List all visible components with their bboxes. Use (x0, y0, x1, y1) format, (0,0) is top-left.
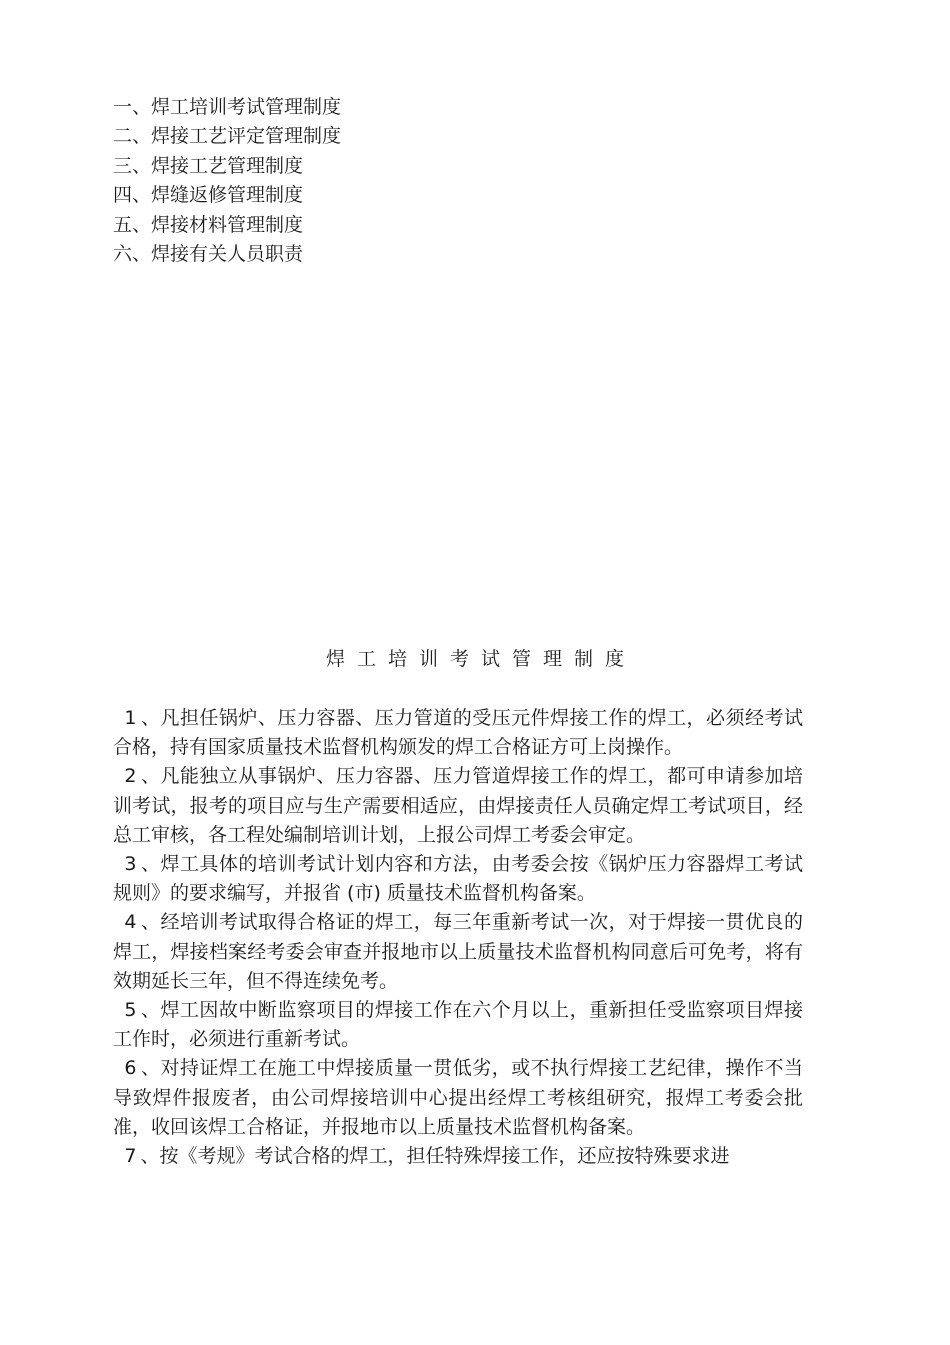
paragraph-text: 、凡能独立从事锅炉、压力容器、压力管道焊接工作的焊工，都可申请参加培训考试，报考的项目应与生产需要相适应，由焊接责任人员确定焊工考试项目，经总工审核，各工程处编制培训计划，上报公司焊工考委会审定。 (113, 765, 803, 846)
paragraph-text: 、焊工具体的培训考试计划内容和方法，由考委会按《锅炉压力容器焊工考试规则》的要求编写，并报省 (市) 质量技术监督机构备案。 (113, 853, 803, 905)
paragraph-number: 2 (124, 765, 137, 788)
paragraph (113, 1142, 803, 1171)
paragraph (113, 762, 803, 850)
toc-item: 四、焊缝返修管理制度 (113, 184, 304, 207)
paragraph-number: 3 (124, 853, 137, 876)
toc-item: 六、焊接有关人员职责 (113, 243, 304, 266)
paragraph (113, 850, 803, 908)
section-body (113, 704, 803, 1171)
paragraph-text: 、焊工因故中断监察项目的焊接工作在六个月以上，重新担任受监察项目焊接工作时，必须进行重新考试。 (113, 999, 803, 1051)
paragraph-number: 7 (124, 1145, 137, 1168)
toc-item: 二、焊接工艺评定管理制度 (113, 125, 342, 148)
toc-item: 五、焊接材料管理制度 (113, 213, 304, 236)
paragraph (113, 1054, 803, 1142)
paragraph (113, 996, 803, 1054)
paragraph (113, 908, 803, 996)
paragraph-number: 5 (124, 999, 137, 1022)
paragraph-text: 、经培训考试取得合格证的焊工，每三年重新考试一次，对于焊接一贯优良的焊工，焊接档案经考委会审查并报地市以上质量技术监督机构同意后可免考，将有效期延长三年，但不得连续免考。 (113, 911, 803, 992)
section-title: 焊工培训考试管理制度 (325, 648, 636, 670)
toc-item: 一、焊工培训考试管理制度 (113, 96, 342, 118)
paragraph-text: 、凡担任锅炉、压力容器、压力管道的受压元件焊接工作的焊工，必须经考试合格，持有国家质量技术监督机构颁发的焊工合格证方可上岗操作。 (113, 707, 803, 759)
table-of-contents (113, 93, 341, 269)
paragraph-text: 、对持证焊工在施工中焊接质量一贯低劣，或不执行焊接工艺纪律，操作不当导致焊件报废者，由公司焊接培训中心提出经焊工考核组研究，报焊工考委会批准，收回该焊工合格证，并报地市以上质量技术监督机构备案。 (113, 1057, 803, 1138)
paragraph-text: 、按《考规》考试合格的焊工，担任特殊焊接工作，还应按特殊要求进 (140, 1145, 730, 1168)
paragraph-number: 4 (124, 911, 137, 934)
paragraph-number: 1 (124, 707, 137, 729)
toc-item: 三、焊接工艺管理制度 (113, 154, 304, 177)
paragraph-number: 6 (124, 1057, 137, 1080)
paragraph (113, 704, 803, 762)
